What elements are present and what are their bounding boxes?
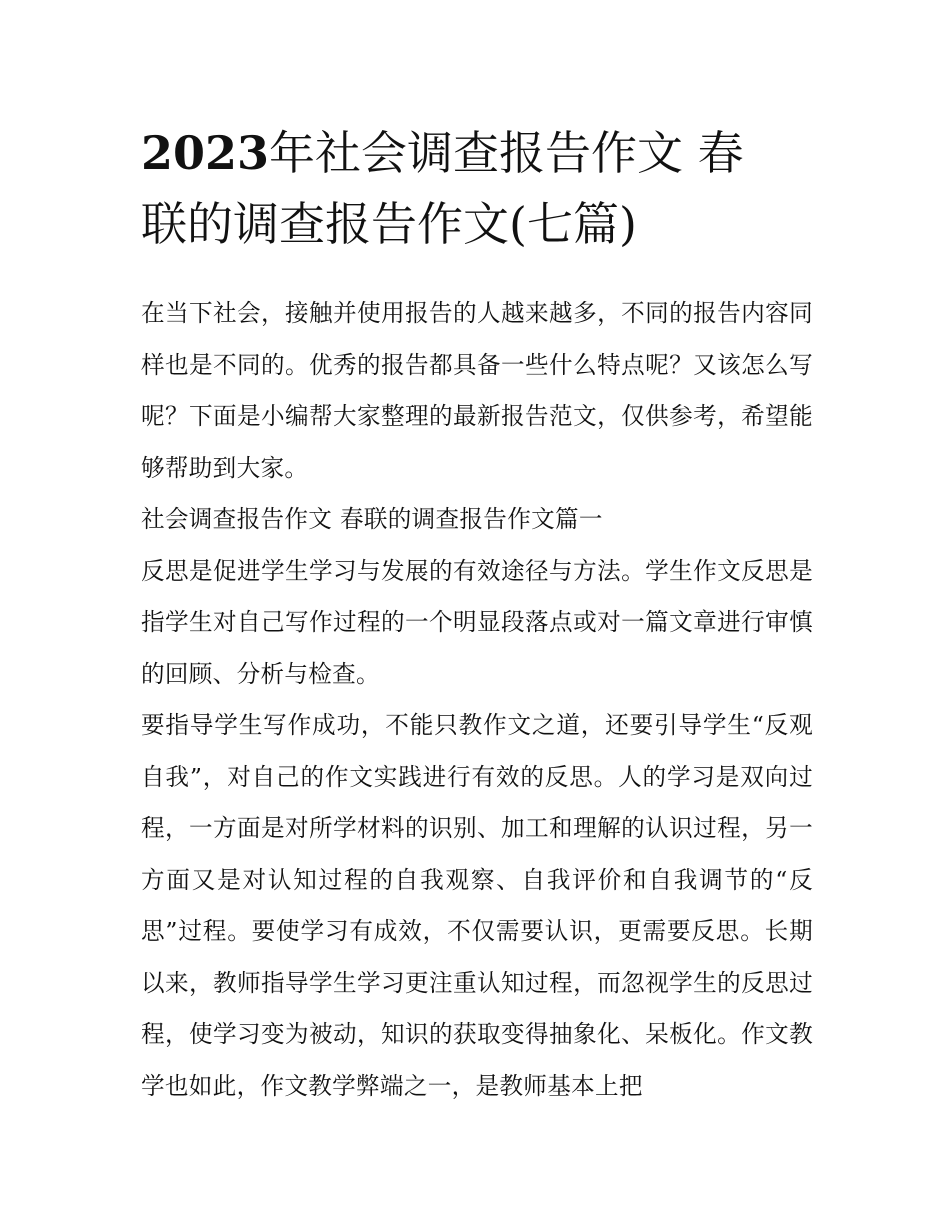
intro-paragraph: 在当下社会，接触并使用报告的人越来越多，不同的报告内容同样也是不同的。优秀的报告都具备一些什么特点呢？又该怎么写呢？下面是小编帮大家整理的最新报告范文，仅供参考，希望能够帮助到大家。 xyxy=(141,299,813,482)
title-line-2: 联的调查报告作文(七篇) xyxy=(141,197,637,251)
title-line-1 xyxy=(141,118,813,189)
body-paragraph-2: 要指导学生写作成功，不能只教作文之道，还要引导学生“反观自我”，对自己的作文实践进行有效的反思。人的学习是双向过程，一方面是对所学材料的识别、加工和理解的认识过程，另一方面又是对认知过程的自我观察、自我评价和自我调节的“反思”过程。要使学习有成效，不仅需要认识，更需要反思。长期以来，教师指导学生学习更注重认知过程，而忽视学生的反思过程，使学习变为被动，知识的获取变得抽象化、呆板化。作文教学也如此，作文教学弊端之一，是教师基本上把 xyxy=(141,711,813,1100)
title-line-1-text: 年社会调查报告作文 春 xyxy=(269,126,744,180)
document-body xyxy=(141,288,813,1112)
body-paragraph-1: 反思是促进学生学习与发展的有效途径与方法。学生作文反思是指学生对自己写作过程的一个明显段落点或对一篇文章进行审慎的回顾、分析与检查。 xyxy=(141,556,813,688)
document-content xyxy=(141,118,813,1112)
document-title xyxy=(141,118,813,260)
title-year: 2023 xyxy=(141,126,270,180)
section-heading: 社会调查报告作文 春联的调查报告作文篇一 xyxy=(141,505,603,533)
